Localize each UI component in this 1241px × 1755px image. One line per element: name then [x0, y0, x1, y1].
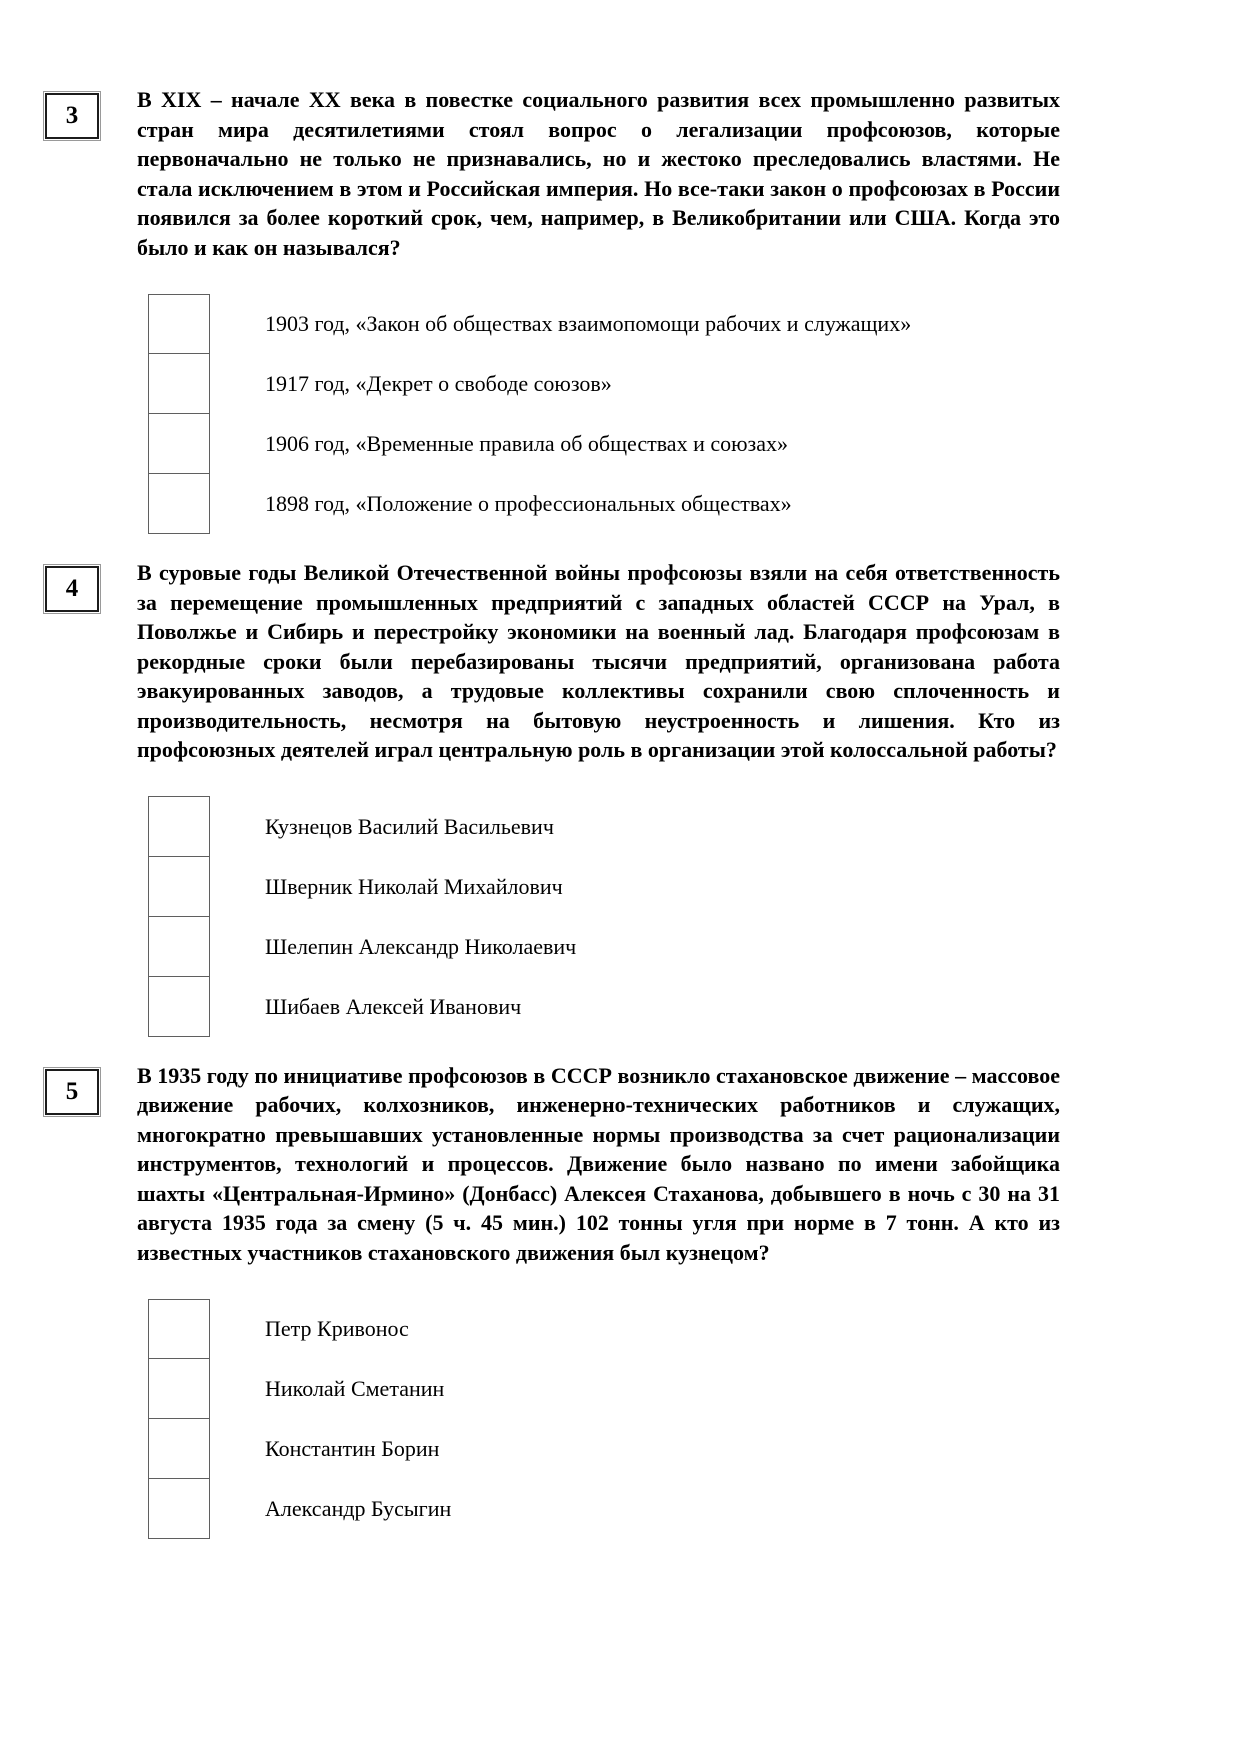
answer-checkbox[interactable]	[148, 413, 210, 474]
option-label: Шверник Николай Михайлович	[265, 873, 563, 899]
question-number-box: 5	[45, 1069, 99, 1115]
option-label: 1903 год, «Закон об обществах взаимопомощи рабочих и служащих»	[265, 311, 912, 336]
option-row	[148, 797, 1060, 857]
question-body	[137, 558, 1060, 1037]
answer-options	[148, 1299, 1060, 1539]
option-row	[148, 977, 1060, 1037]
question-text: В 1935 году по инициативе профсоюзов в СССР возникло стахановское движение – массовое движение рабочих, колхозников, инженерно-технических работников и служащих, многократно превышавших установленные нормы производства за счет рационализации инструментов, технологий и процессов. Движение было названо по имени забойщика шахты «Центральная-Ирмино» (Донбасс) Алексея Стаханова, добывшего в ночь с 30 на 31 августа 1935 года за смену (5 ч. 45 мин.) 102 тонны угля при норме в 7 тонн. А кто из известных участников стахановского движения был кузнецом?	[137, 1062, 1060, 1265]
answer-checkbox[interactable]	[148, 796, 210, 857]
question-number-box: 3	[45, 93, 99, 139]
question-4	[0, 558, 1241, 1037]
question-text: В XIX – начале XX века в повестке социального развития всех промышленно развитых стран мира десятилетиями стоял вопрос о легализации профсоюзов, которые первоначально не только не признавались, но и жестоко преследовались властями. Не стала исключением в этом и Российская империя. Но все-таки закон о профсоюзах в России появился за более короткий срок, чем, например, в Великобритании или США. Когда это было и как он назывался?	[137, 87, 1060, 260]
option-label: Константин Борин	[265, 1436, 440, 1461]
answer-checkbox[interactable]	[148, 353, 210, 414]
question-number-box: 4	[45, 566, 99, 612]
option-label: Шибаев Алексей Иванович	[265, 993, 522, 1019]
question-number-column	[0, 85, 137, 139]
option-row	[148, 1419, 1060, 1479]
option-row	[148, 1359, 1060, 1419]
option-row	[148, 354, 1060, 414]
answer-checkbox[interactable]	[148, 473, 210, 534]
answer-checkbox[interactable]	[148, 1358, 210, 1419]
question-5	[0, 1061, 1241, 1540]
option-label: Николай Сметанин	[265, 1376, 445, 1401]
option-row	[148, 414, 1060, 474]
option-label: Петр Кривонос	[265, 1316, 409, 1341]
option-row	[148, 1299, 1060, 1359]
answer-checkbox[interactable]	[148, 294, 210, 355]
option-label: 1898 год, «Положение о профессиональных обществах»	[265, 491, 792, 516]
option-label: Кузнецов Василий Васильевич	[265, 813, 554, 839]
option-row	[148, 474, 1060, 534]
option-row	[148, 857, 1060, 917]
answer-options	[148, 294, 1060, 534]
question-3	[0, 85, 1241, 534]
option-label: Александр Бусыгин	[265, 1496, 452, 1521]
question-body	[137, 85, 1060, 534]
answer-checkbox[interactable]	[148, 856, 210, 917]
answer-options	[148, 797, 1060, 1037]
option-label: Шелепин Александр Николаевич	[265, 933, 577, 959]
answer-checkbox[interactable]	[148, 1299, 210, 1360]
question-number-column	[0, 558, 137, 612]
answer-checkbox[interactable]	[148, 976, 210, 1037]
question-body	[137, 1061, 1060, 1540]
option-label: 1906 год, «Временные правила об обществах и союзах»	[265, 431, 789, 456]
answer-checkbox[interactable]	[148, 1478, 210, 1539]
option-row	[148, 917, 1060, 977]
option-row	[148, 294, 1060, 354]
option-label: 1917 год, «Декрет о свободе союзов»	[265, 371, 612, 396]
answer-checkbox[interactable]	[148, 1418, 210, 1479]
option-row	[148, 1479, 1060, 1539]
answer-checkbox[interactable]	[148, 916, 210, 977]
question-text: В суровые годы Великой Отечественной войны профсоюзы взяли на себя ответственность за перемещение промышленных предприятий с западных областей СССР на Урал, в Поволжье и Сибирь и перестройку экономики на военный лад. Благодаря профсоюзам в рекордные сроки были перебазированы тысячи предприятий, организована работа эвакуированных заводов, а трудовые коллективы сохранили свою сплоченность и производительность, несмотря на бытовую неустроенность и лишения. Кто из профсоюзных деятелей играл центральную роль в организации этой колоссальной работы?	[137, 560, 1060, 762]
question-number-column	[0, 1061, 137, 1115]
